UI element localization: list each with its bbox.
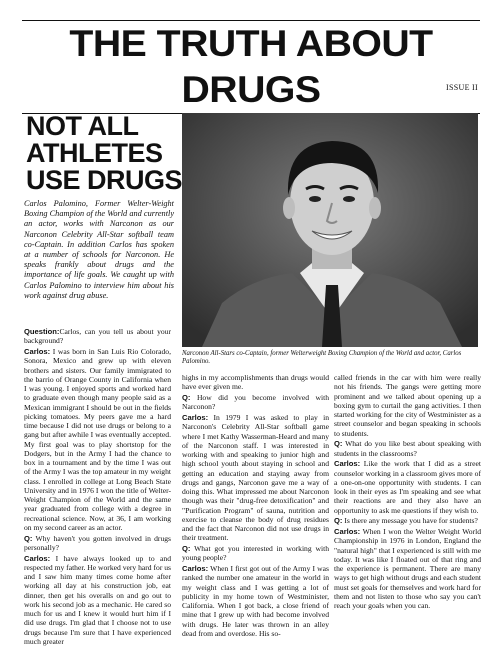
masthead-title: THE TRUTH ABOUT DRUGS [69,23,433,110]
portrait-illustration [182,113,478,347]
paragraph [182,413,329,543]
paragraph-text: called friends in the car with him were really not his friends. The gangs were getting more prominent and we talked about opening up a boxing gym to curtail the gang activities. I then started working for the city of Westminister as a street counselor and began speaking in schools to students. [334,373,481,438]
speaker-label: Question: [24,327,60,336]
text-column-2 [182,373,329,640]
speaker-label: Carlos: [182,564,209,573]
paragraph-text: When I first got out of the Army I was ranked the number one amateur in the world in my weight class and I was getting a lot of publicity in my home town of Westminister, California. When I got back, a close friend of mine that I grew up with had become involved with drugs. He later was thrown in an alley dead from and overdose. His so- [182,564,329,638]
paragraph [24,327,171,346]
headline-line: NOT ALL [26,111,139,141]
paragraph-text: Like the work that I did as a street counselor working in a classroom gives more of a one-on-one opportunity with students. I can look in their eyes as I'm speaking and see what their reactions are and they also have an opportunity to ask me questions if they wish to. [334,459,481,515]
portrait-photo [182,113,478,347]
paragraph-text: Why haven't you gotten involved in drugs personally? [24,533,171,552]
paragraph [182,564,329,638]
speaker-label: Q: [182,393,191,402]
paragraph-text: What got you interested in working with young people? [182,544,329,563]
headline-line: ATHLETES [26,138,163,168]
speaker-label: Carlos: [24,347,51,356]
paragraph [24,534,171,553]
paragraph-text: highs in my accomplishments than drugs would have ever given me. [182,373,329,392]
speaker-label: Carlos: [334,527,361,536]
paragraph-text: What do you like best about speaking with students in the classrooms? [334,439,481,458]
paragraph-text: How did you become involved with Narconon? [182,393,329,412]
paragraph [24,554,171,647]
paragraph [24,347,171,532]
speaker-label: Q: [182,544,191,553]
paragraph-text: I have always looked up to and respected my father. He worked very hard for us and I saw him many times come home after working all day at his construction job, eat dinner, then get his overalls on and go out to work his second job as a mechanic. He cared so much for us and I knew it would hurt him if I did use drugs. I'm glad that I choose not to use drugs because I'm sure that I have experienced much greater [24,553,171,646]
speaker-label: Carlos: [24,553,51,563]
paragraph [182,393,329,412]
paragraph [334,459,481,515]
text-column-1 [24,327,171,648]
paragraph [334,373,481,438]
speaker-label: Q: [334,516,343,526]
article-headline [26,111,183,195]
paragraph [334,439,481,458]
masthead [22,20,480,114]
paragraph [334,527,481,610]
speaker-label: Q: [24,533,33,543]
photo-caption: Narconon All-Stars co-Captain, former Welterweight Boxing Champion of the World and actor, Carlos Palomino. [182,350,462,365]
speaker-label: Q: [334,439,343,449]
text-column-3 [334,373,481,612]
headline-line: USE DRUGS [26,165,183,195]
paragraph-text: I was born in San Luis Rio Colorado, Sonora, Mexico and grew up with eleven brothers and sisters. Our family immigrated to the barrio of Orange County in California when I was young. I enjoyed sports and worked hard to graduate even though many people said as a Mexican immigrant I should be out in the fields picking tomatoes. My peers gave me a hard time because I did not use drugs or belong to a gang but after awhile I was eventually accepted. My first goal was to play shortstop for the Dodgers, but in the Army I had the chance to box in a tournament and by the time I was out of the Army I was the top amateur in my weight class. I enrolled in college at Long Beach State University and in 1976 I won the title of Welter-Weight Champion of the World and the same year graduated from college with a degree in recreational science. Now, at 36, I am working on my second career as an actor. [24,347,171,532]
paragraph [182,373,329,392]
speaker-label: Carlos: [334,459,361,469]
paragraph-text: In 1979 I was asked to play in Narconon's Celebrity All-Star softball game where I met Kathy Wasserman-Heard and many of the Narconon staff. I was interested in working with and speaking to junior high and high school youth about staying in school and getting an education and staying away from drugs and gangs, Narconon gave me a way of doing this. What impressed me about Narconon though was their "drug-free detoxification" and "Purification Program" of sauna, nutrition and exercise to cleanse the body of drug residues and the fact that Narconon did not use drugs in their treatment. [182,413,329,543]
speaker-label: Carlos: [182,413,209,422]
paragraph-text: When I won the Welter Weight World Championship in 1976 in London, England the "natural high" that I experienced is still with me today. It was like I floated out of that ring and the experience is permanent. There are many ways to get high without drugs and each student must set goals for themselves and work hard for them and not listen to those who say you can't reach your goals when you can. [334,527,481,610]
paragraph-text: Is there any message you have for students? [342,516,478,526]
paragraph [182,544,329,563]
paragraph [334,516,481,525]
issue-label: ISSUE II [446,83,478,92]
paragraph-text: Carlos, can you tell us about your background? [24,327,171,346]
article-intro: Carlos Palomino, Former Welter-Weight Boxing Champion of the World and currently an actor, works with Narconon as our Narconon Celebrity All-Star softball team co-Captain. In addition Carlos has spoken at a number of schools for Narconon. He speaks frankly about drugs and the importance of life goals. We caught up with Carlos Palomino to interview him about his work against drug abuse. [24,199,174,300]
